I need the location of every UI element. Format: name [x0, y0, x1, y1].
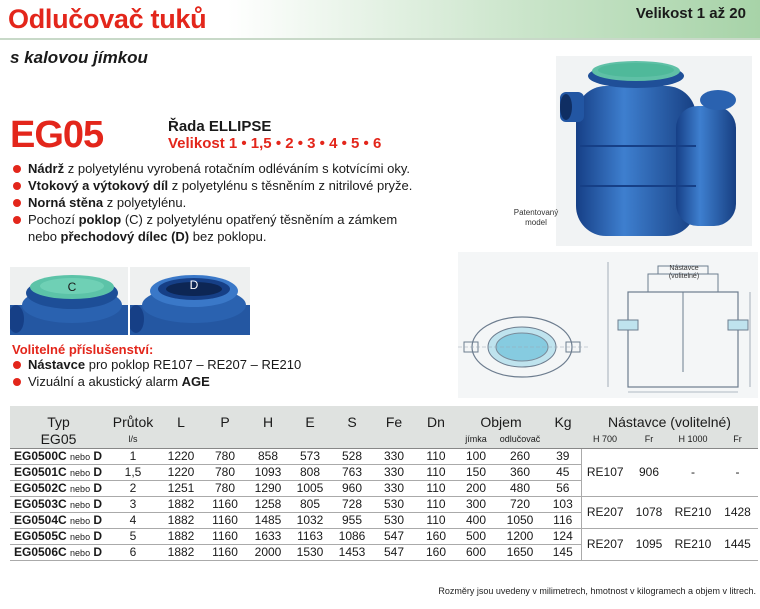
cell-kg: 56 — [545, 480, 581, 496]
feature-text: (C) z polyetylénu opatřený těsněním a zámkem — [121, 212, 398, 227]
code-text: EG0503C — [14, 497, 67, 511]
technical-drawing — [458, 252, 758, 398]
cell-H: 1290 — [247, 480, 289, 496]
accessory-text: pro poklop RE107 – RE207 – RE210 — [85, 357, 302, 372]
cell-Dn: 110 — [415, 464, 457, 480]
type-code — [10, 528, 107, 544]
feature-term: poklop — [78, 212, 122, 227]
type-code — [10, 480, 107, 496]
size-range: Velikost 1 až 20 — [635, 5, 746, 22]
cell-L: 1882 — [159, 512, 203, 528]
page-title: Odlučovač tuků — [8, 4, 207, 34]
lid-photo-c — [10, 267, 128, 335]
cell-odl: 720 — [495, 496, 545, 512]
nastavce-h700: RE207 — [581, 528, 629, 560]
cell-jimka: 150 — [457, 464, 495, 480]
cell-S: 1086 — [331, 528, 373, 544]
cell-P: 1160 — [203, 544, 247, 560]
nastavce-fr1: 906 — [629, 448, 669, 496]
feature-text: Pochozí — [28, 212, 79, 227]
cell-S: 1453 — [331, 544, 373, 560]
col-Dn: Dn — [415, 406, 457, 430]
col-S: S — [331, 406, 373, 430]
accessory-text: Vizuální a akustický alarm — [28, 374, 182, 389]
cell-q: 4 — [107, 512, 159, 528]
spec-body — [10, 448, 758, 560]
model-code: EG05 — [10, 114, 104, 156]
col-kg: Kg — [545, 406, 581, 430]
nastavce-h1000: - — [669, 448, 717, 496]
cell-E: 573 — [289, 448, 331, 464]
feature-item — [12, 211, 482, 245]
col-h1000: H 1000 — [669, 430, 717, 448]
subheader-row — [10, 430, 758, 448]
cell-H: 1093 — [247, 464, 289, 480]
cell-Fe: 547 — [373, 528, 415, 544]
patent-note — [505, 208, 567, 228]
cell-S: 728 — [331, 496, 373, 512]
table-row — [10, 528, 758, 544]
cell-H: 1258 — [247, 496, 289, 512]
cell-odl: 480 — [495, 480, 545, 496]
nastavce-fr2: - — [717, 448, 758, 496]
accessories-title: Volitelné příslušenství: — [12, 342, 154, 357]
cell-L: 1220 — [159, 464, 203, 480]
table-row — [10, 496, 758, 512]
photo-label-d: D — [189, 278, 199, 292]
cell-jimka: 100 — [457, 448, 495, 464]
drawing-label: Nástavce — [669, 265, 699, 272]
cell-odl: 260 — [495, 448, 545, 464]
code-text: EG0506C — [14, 545, 67, 559]
cell-E: 1032 — [289, 512, 331, 528]
col-typ: Typ — [10, 406, 107, 430]
cell-Dn: 160 — [415, 544, 457, 560]
cell-L: 1251 — [159, 480, 203, 496]
col-prutok-unit: l/s — [107, 430, 159, 448]
cell-odl: 1650 — [495, 544, 545, 560]
cell-Fe: 547 — [373, 544, 415, 560]
col-Fe: Fe — [373, 406, 415, 430]
cell-kg: 116 — [545, 512, 581, 528]
type-code — [10, 496, 107, 512]
series-name: Řada ELLIPSE — [168, 118, 272, 135]
code-text: EG0504C — [14, 513, 67, 527]
footnote: Rozměry jsou uvedeny v milimetrech, hmotnost v kilogramech a objem v litrech. — [438, 586, 756, 596]
nastavce-h700: RE107 — [581, 448, 629, 496]
patent-line: model — [525, 218, 547, 227]
cell-Dn: 110 — [415, 512, 457, 528]
cell-odl: 360 — [495, 464, 545, 480]
feature-term: přechodový dílec (D) — [60, 229, 190, 244]
col-h700: H 700 — [581, 430, 629, 448]
nebo-text: nebo — [70, 516, 91, 526]
col-L: L — [159, 406, 203, 430]
feature-text: nebo — [28, 229, 61, 244]
feature-item — [12, 160, 482, 177]
cell-jimka: 300 — [457, 496, 495, 512]
cell-Fe: 330 — [373, 448, 415, 464]
nebo-text: nebo — [70, 548, 91, 558]
cell-H: 858 — [247, 448, 289, 464]
cell-jimka: 400 — [457, 512, 495, 528]
accessory-term: Nástavce — [28, 357, 86, 372]
col-prutok: Průtok — [107, 406, 159, 430]
type-code — [10, 448, 107, 464]
nebo-text: nebo — [70, 484, 91, 494]
variant-text: D — [93, 449, 103, 463]
feature-text: z polyetylénu. — [103, 195, 187, 210]
cell-jimka: 200 — [457, 480, 495, 496]
feature-term: Nádrž — [28, 161, 65, 176]
cell-H: 1633 — [247, 528, 289, 544]
cell-kg: 124 — [545, 528, 581, 544]
header-row — [10, 406, 758, 430]
accessory-item — [12, 373, 301, 390]
size-list: Velikost 1 • 1,5 • 2 • 3 • 4 • 5 • 6 — [168, 135, 382, 152]
cell-q: 5 — [107, 528, 159, 544]
adapter-photo-d — [130, 267, 250, 335]
cell-kg: 145 — [545, 544, 581, 560]
cell-Fe: 530 — [373, 496, 415, 512]
cell-odl: 1200 — [495, 528, 545, 544]
header-rule — [0, 38, 760, 40]
cell-P: 780 — [203, 464, 247, 480]
drawing-label: (volitelné) — [668, 273, 700, 280]
cell-P: 1160 — [203, 496, 247, 512]
cell-E: 1163 — [289, 528, 331, 544]
nebo-text: nebo — [70, 500, 91, 510]
cell-E: 1530 — [289, 544, 331, 560]
nastavce-fr1: 1095 — [629, 528, 669, 560]
col-typ-sub: EG05 — [10, 430, 107, 448]
cell-P: 780 — [203, 448, 247, 464]
feature-text: bez poklopu. — [189, 229, 267, 244]
cell-Fe: 530 — [373, 512, 415, 528]
feature-term: Norná stěna — [28, 195, 104, 210]
code-text: EG0500C — [14, 449, 67, 463]
nastavce-h700: RE207 — [581, 496, 629, 528]
type-code — [10, 544, 107, 560]
cell-P: 1160 — [203, 512, 247, 528]
code-text: EG0502C — [14, 481, 67, 495]
table-row — [10, 448, 758, 464]
cell-kg: 103 — [545, 496, 581, 512]
cell-S: 528 — [331, 448, 373, 464]
col-fr2: Fr — [717, 430, 758, 448]
tank-photo — [556, 56, 752, 246]
feature-text: z polyetylénu vyrobená rotačním odléváním s kotvícími oky. — [64, 161, 410, 176]
col-P: P — [203, 406, 247, 430]
cell-S: 955 — [331, 512, 373, 528]
cell-L: 1882 — [159, 496, 203, 512]
variant-text: D — [93, 513, 103, 527]
cell-S: 960 — [331, 480, 373, 496]
cell-E: 808 — [289, 464, 331, 480]
cell-Fe: 330 — [373, 480, 415, 496]
patent-line: Patentovaný — [513, 208, 559, 217]
nebo-text: nebo — [70, 452, 91, 462]
cell-Dn: 160 — [415, 528, 457, 544]
feature-item — [12, 177, 482, 194]
type-code — [10, 464, 107, 480]
nastavce-fr2: 1445 — [717, 528, 758, 560]
code-text: EG0505C — [14, 529, 67, 543]
col-E: E — [289, 406, 331, 430]
cell-P: 1160 — [203, 528, 247, 544]
cell-q: 1 — [107, 448, 159, 464]
cell-kg: 39 — [545, 448, 581, 464]
cell-q: 3 — [107, 496, 159, 512]
accessory-term: AGE — [181, 374, 210, 389]
cell-jimka: 500 — [457, 528, 495, 544]
cell-E: 805 — [289, 496, 331, 512]
feature-text: z polyetylénu s těsněním z nitrilové pryže. — [168, 178, 413, 193]
col-H: H — [247, 406, 289, 430]
cell-E: 1005 — [289, 480, 331, 496]
nebo-text: nebo — [70, 468, 91, 478]
cell-odl: 1050 — [495, 512, 545, 528]
variant-text: D — [93, 465, 103, 479]
cell-H: 2000 — [247, 544, 289, 560]
spec-table — [10, 406, 758, 561]
col-fr1: Fr — [629, 430, 669, 448]
nastavce-fr1: 1078 — [629, 496, 669, 528]
page-subtitle: s kalovou jímkou — [10, 48, 148, 67]
type-code — [10, 512, 107, 528]
cell-kg: 45 — [545, 464, 581, 480]
cell-Dn: 110 — [415, 496, 457, 512]
nastavce-h1000: RE210 — [669, 528, 717, 560]
accessory-item — [12, 356, 301, 373]
photo-label-c: C — [67, 280, 77, 294]
feature-term: Vtokový a výtokový díl — [28, 178, 169, 193]
cell-q: 1,5 — [107, 464, 159, 480]
col-objem: Objem — [457, 406, 545, 430]
cell-q: 6 — [107, 544, 159, 560]
cell-S: 763 — [331, 464, 373, 480]
cell-L: 1220 — [159, 448, 203, 464]
feature-item — [12, 194, 482, 211]
variant-text: D — [93, 545, 103, 559]
variant-text: D — [93, 497, 103, 511]
cell-jimka: 600 — [457, 544, 495, 560]
cell-L: 1882 — [159, 528, 203, 544]
cell-H: 1485 — [247, 512, 289, 528]
col-jimka: jímka — [457, 430, 495, 448]
variant-text: D — [93, 529, 103, 543]
cell-Fe: 330 — [373, 464, 415, 480]
cell-Dn: 110 — [415, 480, 457, 496]
variant-text: D — [93, 481, 103, 495]
cell-P: 780 — [203, 480, 247, 496]
feature-list — [12, 160, 482, 245]
nastavce-fr2: 1428 — [717, 496, 758, 528]
accessories-list — [12, 356, 301, 390]
code-text: EG0501C — [14, 465, 67, 479]
nebo-text: nebo — [70, 532, 91, 542]
cell-L: 1882 — [159, 544, 203, 560]
cell-Dn: 110 — [415, 448, 457, 464]
cell-q: 2 — [107, 480, 159, 496]
col-odlucovac: odlučovač — [495, 430, 545, 448]
nastavce-h1000: RE210 — [669, 496, 717, 528]
col-nastavce: Nástavce (volitelné) — [581, 406, 758, 430]
